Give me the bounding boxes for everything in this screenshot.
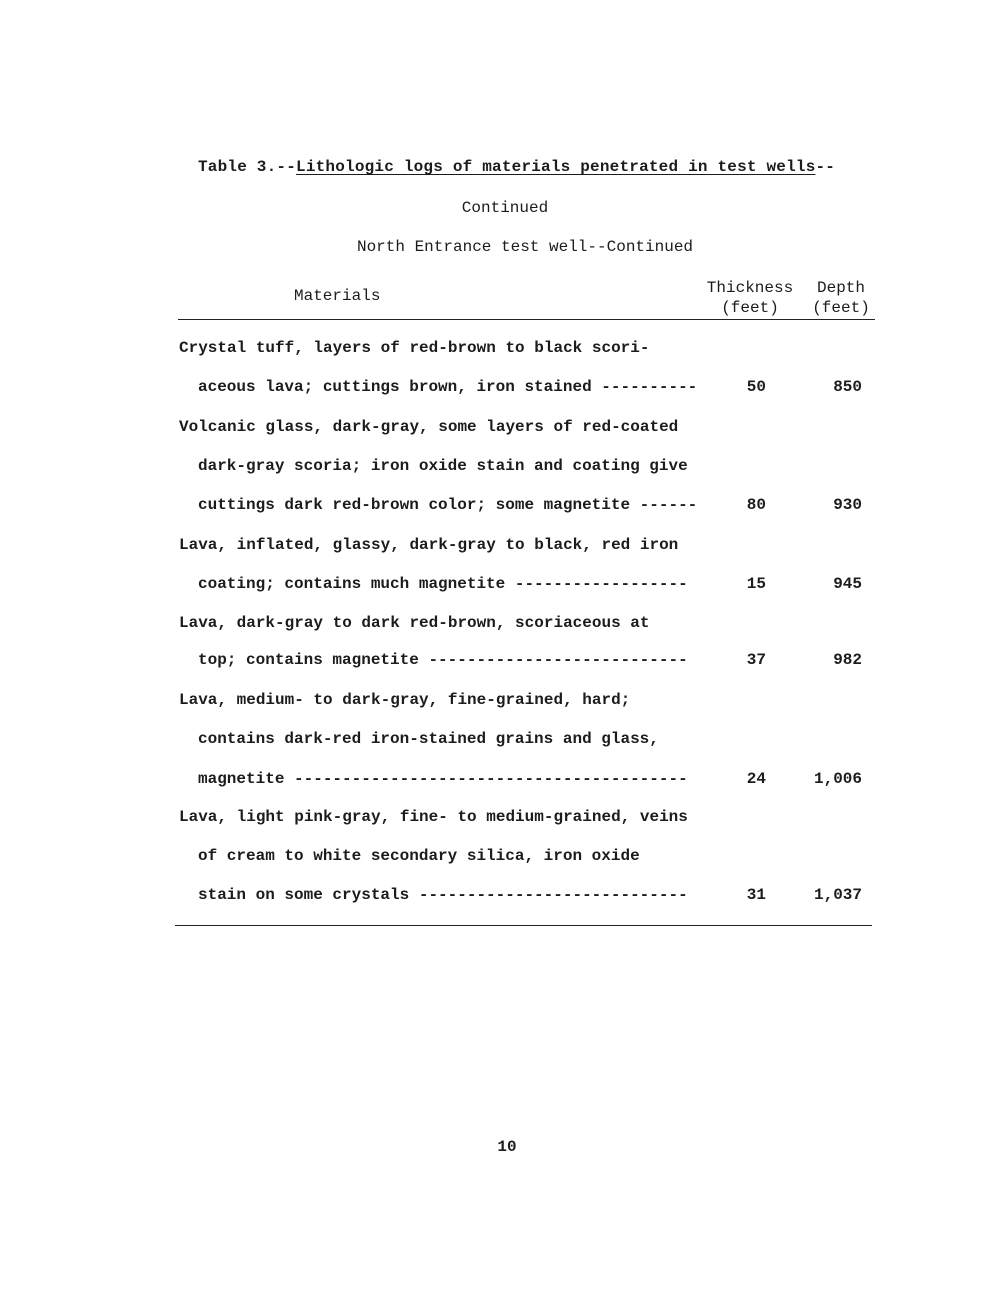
material-description-line: Crystal tuff, layers of red-brown to black scori-	[179, 339, 650, 357]
material-description-line: dark-gray scoria; iron oxide stain and coating give	[198, 457, 688, 475]
table-row-line	[0, 575, 1001, 597]
header-rule	[178, 319, 875, 320]
depth-header-line2: (feet)	[812, 299, 870, 317]
thickness-header-line1: Thickness	[706, 279, 794, 297]
material-description-line: coating; contains much magnetite ------------------	[198, 575, 688, 593]
table-row-line	[0, 614, 1001, 636]
depth-value: 1,006	[813, 770, 862, 788]
table-row-line	[0, 886, 1001, 908]
table-row-line	[0, 730, 1001, 752]
table-title-suffix: --	[815, 158, 836, 176]
depth-value: 930	[833, 496, 862, 514]
table-row-line	[0, 378, 1001, 400]
table-row-line	[0, 691, 1001, 713]
material-description-line: stain on some crystals ----------------------------	[198, 886, 688, 904]
material-description-line: contains dark-red iron-stained grains and glass,	[198, 730, 659, 748]
materials-column-header: Materials	[294, 287, 381, 305]
table-row-line	[0, 536, 1001, 558]
continued-label: Continued	[461, 199, 549, 217]
table-row-line	[0, 496, 1001, 518]
table-row-line	[0, 770, 1001, 792]
thickness-header-line2: (feet)	[721, 299, 779, 317]
depth-value: 1,037	[813, 886, 862, 904]
table-title-main: Lithologic logs of materials penetrated in test wells	[296, 158, 816, 176]
table-title	[198, 158, 835, 176]
table-row-line	[0, 339, 1001, 361]
material-description-line: Volcanic glass, dark-gray, some layers of red-coated	[179, 418, 679, 436]
material-description-line: top; contains magnetite ---------------------------	[198, 651, 688, 669]
table-title-prefix: Table 3.--	[198, 158, 297, 176]
thickness-value: 31	[746, 886, 766, 904]
depth-header-line1: Depth	[816, 279, 865, 297]
thickness-column-header	[700, 278, 800, 318]
material-description-line: Lava, medium- to dark-gray, fine-grained, hard;	[179, 691, 631, 709]
material-description-line: Lava, dark-gray to dark red-brown, scoriaceous at	[179, 614, 650, 632]
material-description-line: cuttings dark red-brown color; some magnetite ------	[198, 496, 698, 514]
page-number: 10	[497, 1138, 517, 1156]
thickness-value: 24	[746, 770, 766, 788]
thickness-value: 80	[746, 496, 766, 514]
table-row-line	[0, 457, 1001, 479]
depth-column-header	[808, 278, 874, 318]
material-description-line: Lava, light pink-gray, fine- to medium-grained, veins	[179, 808, 688, 826]
table-row-line	[0, 651, 1001, 673]
depth-value: 945	[833, 575, 862, 593]
material-description-line: magnetite -----------------------------------------	[198, 770, 688, 788]
thickness-value: 50	[746, 378, 766, 396]
depth-value: 982	[833, 651, 862, 669]
table-bottom-rule	[175, 925, 872, 926]
table-subtitle: North Entrance test well--Continued	[356, 238, 694, 256]
depth-value: 850	[833, 378, 862, 396]
material-description-line: Lava, inflated, glassy, dark-gray to black, red iron	[179, 536, 679, 554]
thickness-value: 37	[746, 651, 766, 669]
table-row-line	[0, 847, 1001, 869]
material-description-line: aceous lava; cuttings brown, iron stained ----------	[198, 378, 698, 396]
material-description-line: of cream to white secondary silica, iron oxide	[198, 847, 640, 865]
thickness-value: 15	[746, 575, 766, 593]
table-row-line	[0, 808, 1001, 830]
table-row-line	[0, 418, 1001, 440]
